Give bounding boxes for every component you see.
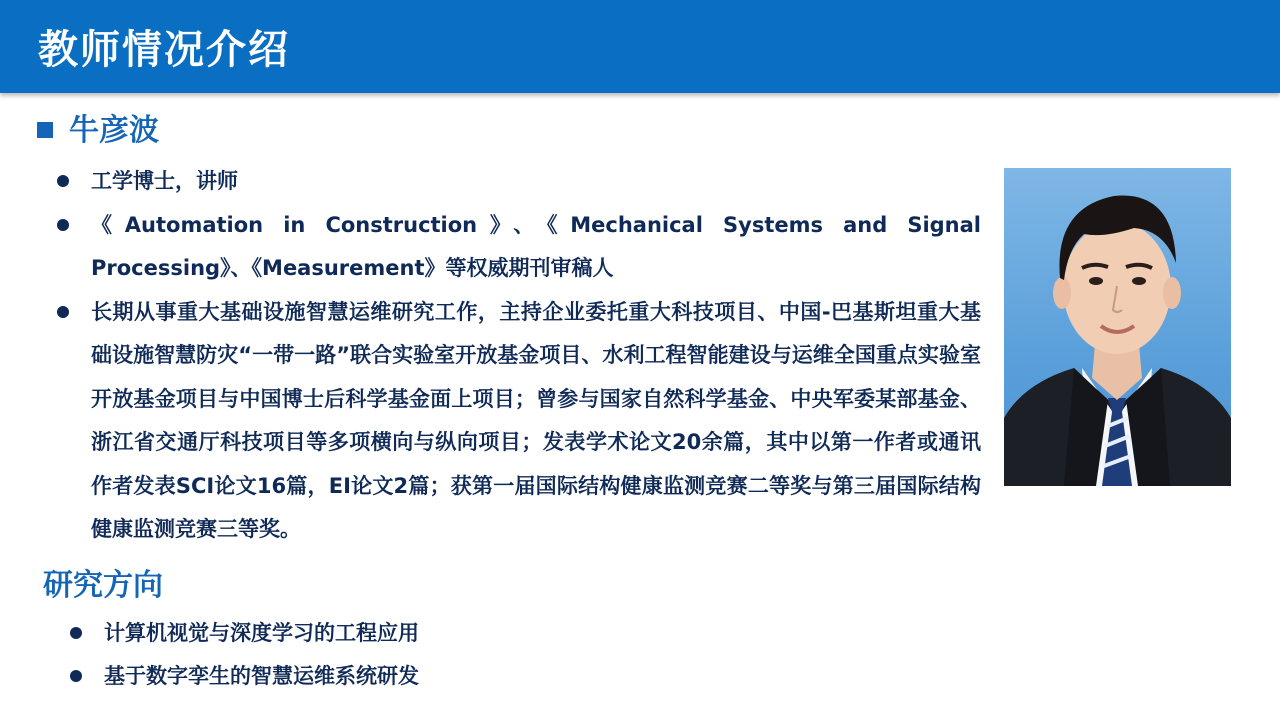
research-item <box>68 612 768 655</box>
research-section-title: 研究方向 <box>43 568 163 603</box>
bio-text: 《Automation in Construction》、《Mechanical Systems and Signal Processing》、《Measurement》等权威期刊审稿人 <box>91 212 981 280</box>
bio-item-reviewer <box>55 204 981 291</box>
bio-item-degree <box>55 160 981 204</box>
research-text: 基于数字孪生的智慧运维系统研发 <box>104 664 419 688</box>
bullet-dot-icon <box>57 219 69 231</box>
bio-text: 长期从事重大基础设施智慧运维研究工作，主持企业委托重大科技项目、中国-巴基斯坦重大基础设施智慧防灾“一带一路”联合实验室开放基金项目、水利工程智能建设与运维全国重点实验室开放基金项目与中国博士后科学基金面上项目；曾参与国家自然科学基金、中央军委某部基金、浙江省交通厅科技项目等多项横向与纵向项目；发表学术论文20余篇，其中以第一作者或通讯作者发表SCI论文16篇，EI论文2篇；获第一届国际结构健康监测竞赛二等奖与第三届国际结构健康监测竞赛三等奖。 <box>91 299 981 541</box>
research-item <box>68 655 768 698</box>
bullet-dot-icon <box>57 306 69 318</box>
teacher-photo <box>1004 168 1231 486</box>
research-text: 计算机视觉与深度学习的工程应用 <box>104 621 419 645</box>
teacher-name: 牛彦波 <box>69 113 159 148</box>
bio-item-research-experience <box>55 291 981 552</box>
research-list <box>68 612 768 698</box>
bullet-dot-icon <box>70 627 82 639</box>
bullet-dot-icon <box>57 175 69 187</box>
bullet-dot-icon <box>70 670 82 682</box>
header-bar <box>0 0 1280 93</box>
page-title: 教师情况介绍 <box>38 27 290 73</box>
bio-text: 工学博士，讲师 <box>91 169 238 193</box>
portrait-illustration <box>1004 168 1231 486</box>
bio-list <box>55 160 981 552</box>
square-bullet-icon <box>37 122 53 138</box>
